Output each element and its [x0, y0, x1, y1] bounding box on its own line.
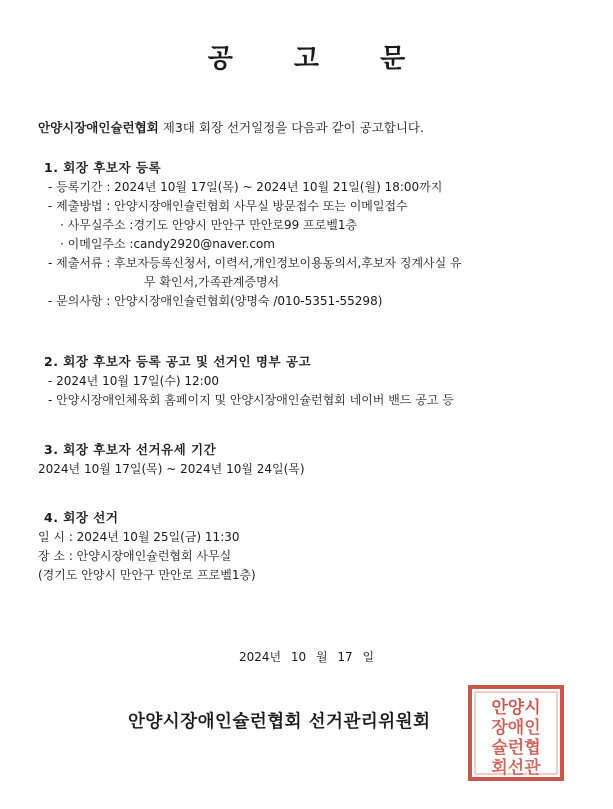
svg-text:안양시: 안양시 — [491, 698, 541, 718]
section-election — [38, 508, 593, 585]
issue-date: 2024년 10 월 17 일 — [238, 650, 375, 664]
announcement-channels: - 안양시장애인체육회 홈페이지 및 안양시장애인슐런협회 네이버 밴드 공고 등 — [48, 393, 454, 407]
section-heading: 1. 회장 후보자 등록 — [44, 160, 162, 175]
section-campaign-period — [38, 440, 593, 479]
announcement-date: - 2024년 10월 17일(수) 12:00 — [48, 374, 219, 388]
intro-paragraph — [38, 118, 593, 136]
submission-method: - 제출방법 : 안양시장애인슐런협회 사무실 방문접수 또는 이메일접수 — [48, 199, 408, 213]
contact-info: - 문의사항 : 안양시장애인슐런협회(양명숙 /010-5351-55298) — [48, 294, 383, 308]
issuer-name: 안양시장애인슐런협회 선거관리위원회 — [128, 712, 431, 732]
section-voter-list-announcement — [44, 352, 593, 410]
election-datetime: 일 시 : 2024년 10월 25일(금) 11:30 — [38, 530, 240, 544]
official-seal-stamp — [466, 683, 566, 783]
svg-text:장애인: 장애인 — [491, 718, 541, 738]
campaign-period: 2024년 10월 17일(목) ~ 2024년 10월 24일(목) — [38, 462, 305, 476]
section-heading: 3. 회장 후보자 선거유세 기간 — [44, 442, 217, 457]
election-venue-address: (경기도 안양시 만안구 만안로 프로벨1층) — [38, 568, 256, 582]
required-documents-continued: 무 확인서,가족관계증명서 — [144, 275, 280, 289]
registration-period: - 등록기간 : 2024년 10월 17일(목) ~ 2024년 10월 21일(월) 18:00까지 — [48, 180, 443, 194]
email-address: · 이메일주소 :candy2920@naver.com — [60, 237, 275, 251]
intro-text: 제3대 회장 선거일정을 다음과 같이 공고합니다. — [158, 120, 424, 135]
svg-text:회선관: 회선관 — [491, 758, 541, 778]
election-venue: 장 소 : 안양시장애인슐런협회 사무실 — [38, 549, 232, 563]
required-documents: - 제출서류 : 후보자등록신청서, 이력서,개인정보이용동의서,후보자 징계사실 유 — [48, 256, 462, 270]
svg-text:슐런협: 슐런협 — [491, 738, 541, 758]
document-title: 공 고 문 — [207, 44, 432, 74]
intro-org-name: 안양시장애인슐런협회 — [38, 120, 159, 135]
section-heading: 4. 회장 선거 — [44, 510, 119, 525]
section-candidate-registration — [44, 158, 593, 311]
office-address: · 사무실주소 :경기도 안양시 만안구 만안로99 프로벨1층 — [60, 218, 358, 232]
section-heading: 2. 회장 후보자 등록 공고 및 선거인 명부 공고 — [44, 354, 312, 369]
